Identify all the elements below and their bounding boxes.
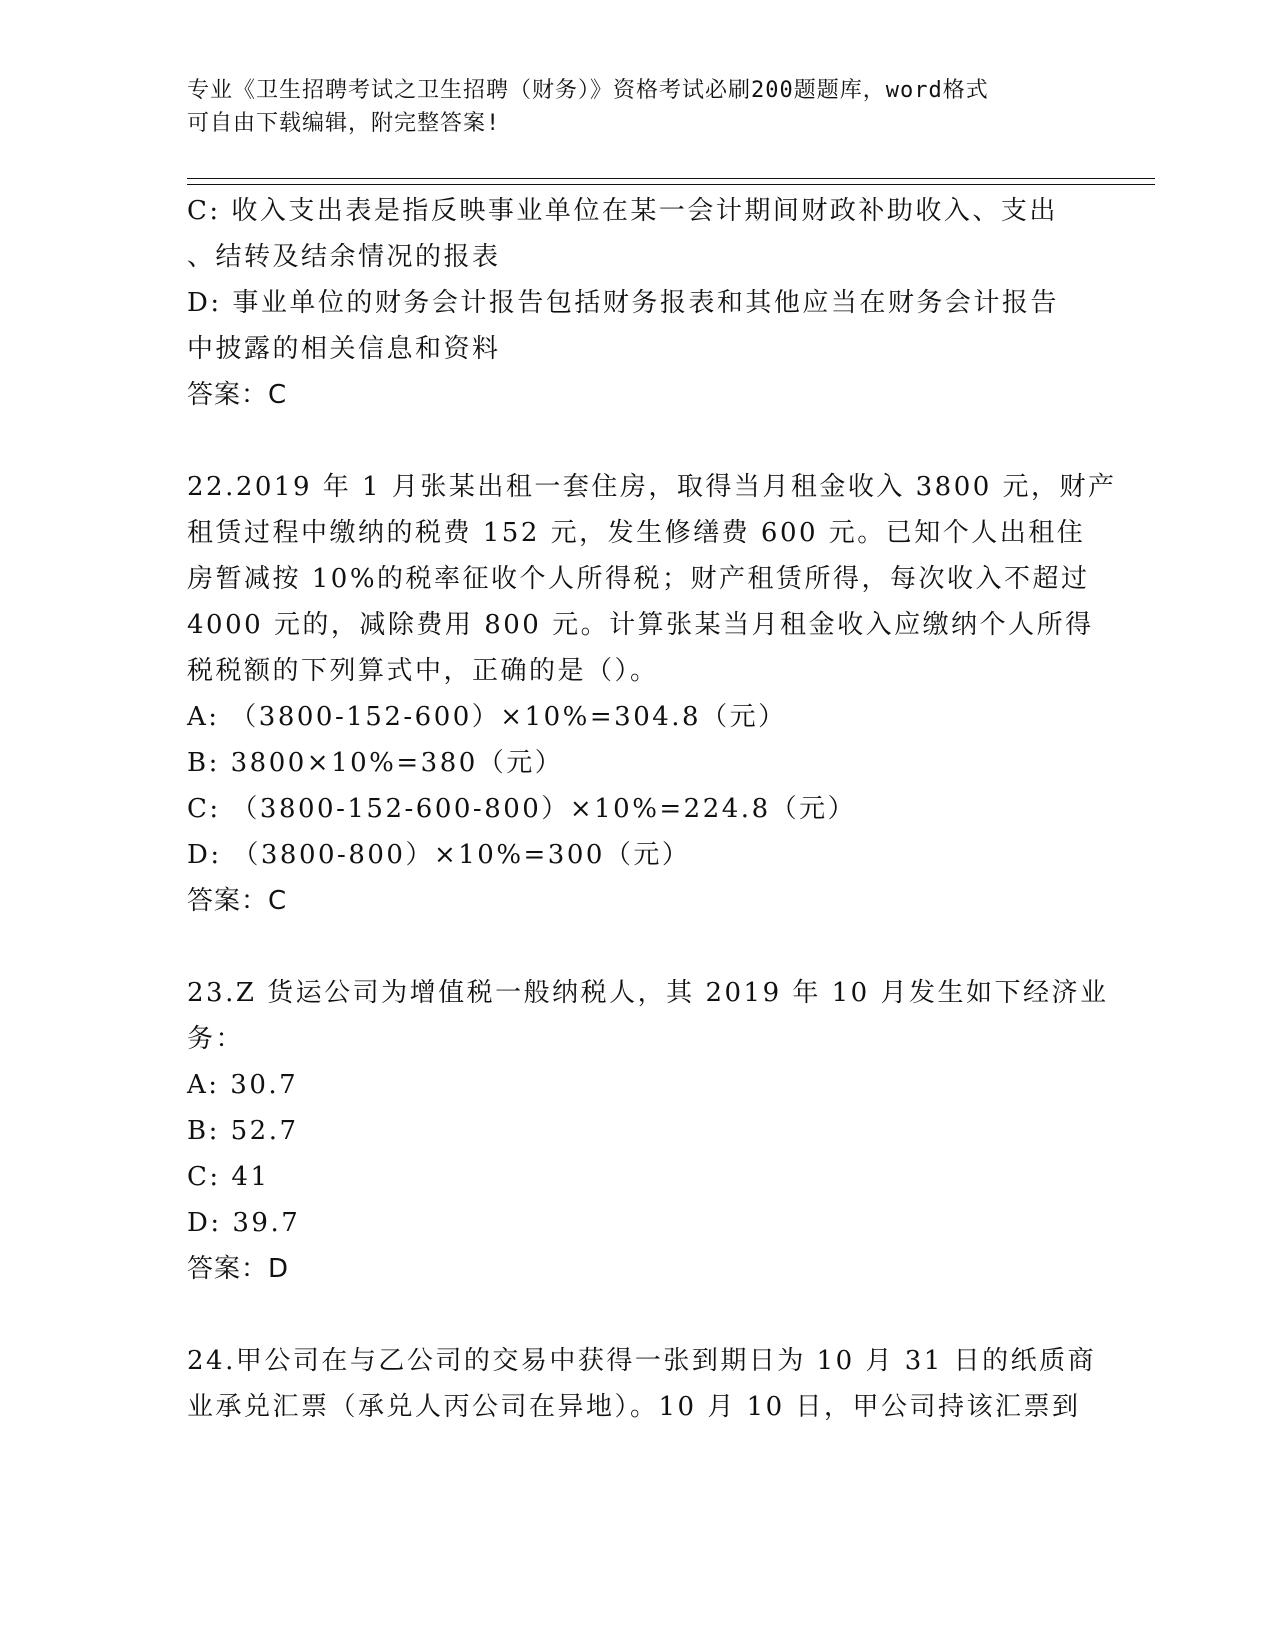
- question-22-stem-line-3: 房暂减按 10%的税率征收个人所得税；财产租赁所得，每次收入不超过: [187, 564, 1090, 594]
- header-title-line-2: 可自由下载编辑，附完整答案!: [187, 111, 501, 136]
- question-22: [187, 464, 1117, 924]
- option-d-line-2: 中披露的相关信息和资料: [187, 334, 501, 364]
- question-content: [187, 188, 1117, 1430]
- question-22-stem-line-5: 税税额的下列算式中，正确的是（）。: [187, 656, 659, 686]
- answer-22: 答案：C: [187, 886, 288, 916]
- question-23-stem-line-1: 23.Z 货运公司为增值税一般纳税人，其 2019 年 10 月发生如下经济业: [187, 978, 1109, 1008]
- question-22-stem-line-1: 22.2019 年 1 月张某出租一套住房，取得当月租金收入 3800 元，财产: [187, 472, 1117, 502]
- question-23-stem-line-2: 务：: [187, 1024, 245, 1054]
- answer-23: 答案：D: [187, 1254, 290, 1284]
- question-23: [187, 970, 1109, 1292]
- question-23-option-d: D: 39.7: [187, 1208, 301, 1238]
- question-24-stem-line-1: 24.甲公司在与乙公司的交易中获得一张到期日为 10 月 31 日的纸质商: [187, 1346, 1097, 1376]
- spacer: [187, 924, 1087, 970]
- answer-21: 答案：C: [187, 380, 288, 410]
- header-divider: [187, 178, 1155, 185]
- question-23-option-c: C: 41: [187, 1162, 270, 1192]
- question-24: [187, 1338, 1097, 1430]
- question-22-option-d: D: （3800-800）×10%=300（元）: [187, 840, 691, 870]
- option-c-line-2: 、结转及结余情况的报表: [187, 242, 501, 272]
- question-24-stem-line-2: 业承兑汇票（承兑人丙公司在异地）。10 月 10 日，甲公司持该汇票到: [187, 1392, 1081, 1422]
- question-22-option-b: B: 3800×10%=380（元）: [187, 748, 564, 778]
- question-23-option-b: B: 52.7: [187, 1116, 299, 1146]
- option-d-line-1: D: 事业单位的财务会计报告包括财务报表和其他应当在财务会计报告: [187, 288, 1059, 318]
- spacer: [187, 1292, 1087, 1338]
- spacer: [187, 418, 1087, 464]
- question-22-option-a: A: （3800-152-600）×10%=304.8（元）: [187, 702, 787, 732]
- page-header: [187, 74, 1067, 140]
- question-22-stem-line-4: 4000 元的，减除费用 800 元。计算张某当月租金收入应缴纳个人所得: [187, 610, 1094, 640]
- question-22-option-c: C: （3800-152-600-800）×10%=224.8（元）: [187, 794, 857, 824]
- question-21: [187, 188, 1087, 418]
- question-23-option-a: A: 30.7: [187, 1070, 299, 1100]
- option-c-line-1: C: 收入支出表是指反映事业单位在某一会计期间财政补助收入、支出: [187, 196, 1058, 226]
- question-22-stem-line-2: 租赁过程中缴纳的税费 152 元，发生修缮费 600 元。已知个人出租住: [187, 518, 1086, 548]
- header-title-line-1: 专业《卫生招聘考试之卫生招聘（财务）》资格考试必刷200题题库，word格式: [187, 78, 989, 103]
